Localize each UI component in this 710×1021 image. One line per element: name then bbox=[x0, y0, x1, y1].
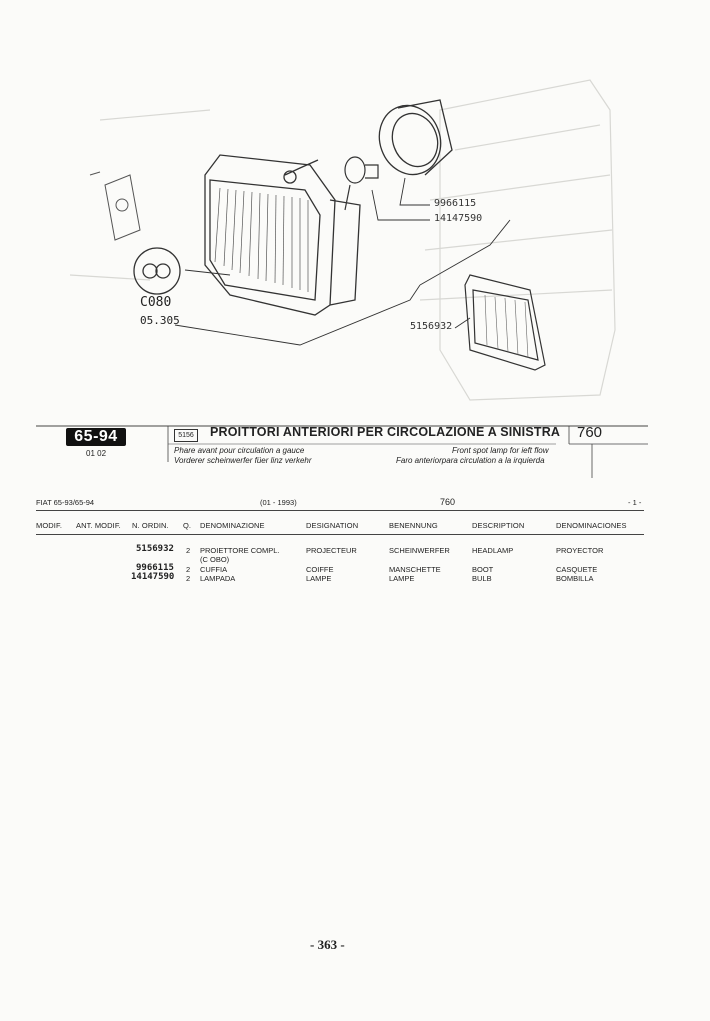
row-en: HEADLAMP bbox=[472, 546, 514, 555]
exploded-diagram bbox=[0, 0, 710, 410]
header-rule bbox=[36, 534, 644, 535]
desc-french: Phare avant pour circulation a gauce bbox=[174, 446, 305, 455]
row-qty: 2 bbox=[186, 546, 191, 555]
callout-bulb: 14147590 bbox=[434, 213, 483, 224]
row-de: SCHEINWERFER bbox=[389, 546, 450, 555]
meta-group: 760 bbox=[440, 497, 456, 507]
header-date: 01 02 bbox=[86, 449, 107, 458]
row-en: BOOT bbox=[472, 565, 494, 574]
small-headlamp-drawing bbox=[465, 275, 545, 370]
bracket-drawing bbox=[90, 172, 140, 240]
col-description: DESCRIPTION bbox=[472, 521, 525, 530]
row-de: MANSCHETTE bbox=[389, 565, 441, 574]
desc-german: Vorderer scheinwerfer füer linz verkehr bbox=[174, 456, 312, 465]
page-number: - 363 - bbox=[310, 937, 345, 952]
meta-range: (01 - 1993) bbox=[260, 498, 297, 507]
row-qty: 2 bbox=[186, 574, 191, 583]
tractor-ghost-outline bbox=[70, 80, 615, 400]
callout-logo-code: C080 bbox=[140, 295, 172, 310]
col-designation: DESIGNATION bbox=[306, 521, 359, 530]
meta-rule bbox=[36, 510, 644, 511]
group-number: 760 bbox=[577, 424, 603, 441]
bulb-drawing bbox=[345, 157, 378, 210]
desc-spanish: Faro anteriorpara circulation a la irquierda bbox=[396, 456, 545, 465]
col-denominaciones: DENOMINACIONES bbox=[556, 521, 627, 530]
row-en: BULB bbox=[472, 574, 492, 583]
row-part-number: 5156932 bbox=[136, 544, 174, 554]
row-part-number: 9966115 bbox=[136, 563, 174, 573]
callout-logo-ref: 05.305 bbox=[140, 314, 180, 327]
col-n-ordin: N. ORDIN. bbox=[132, 521, 169, 530]
col-denominazione: DENOMINAZIONE bbox=[200, 521, 265, 530]
meta-model: FIAT 65-93/65-94 bbox=[36, 498, 95, 507]
row-es: CASQUETE bbox=[556, 565, 598, 574]
model-badge: 65-94 bbox=[66, 428, 126, 446]
col-modif: MODIF. bbox=[36, 521, 63, 530]
callout-headlamp: 5156932 bbox=[410, 321, 453, 332]
header-code: 5156 bbox=[174, 429, 198, 442]
row-fr: LAMPE bbox=[306, 574, 332, 583]
row-fr: PROJECTEUR bbox=[306, 546, 357, 555]
page-title: PROITTORI ANTERIORI PER CIRCOLAZIONE A SINISTRA bbox=[210, 425, 561, 439]
col-benennung: BENENNUNG bbox=[389, 521, 438, 530]
row-es: BOMBILLA bbox=[556, 574, 594, 583]
row-it: PROIETTORE COMPL.(C OBO) bbox=[200, 546, 280, 564]
row-qty: 2 bbox=[186, 565, 191, 574]
row-es: PROYECTOR bbox=[556, 546, 604, 555]
row-it: CUFFIA bbox=[200, 565, 228, 574]
headlamp-drawing bbox=[205, 155, 360, 315]
col-ant-modif: ANT. MODIF. bbox=[76, 521, 121, 530]
row-it: LAMPADA bbox=[200, 574, 236, 583]
meta-page: - 1 - bbox=[628, 498, 642, 507]
row-de: LAMPE bbox=[389, 574, 415, 583]
row-fr: COIFFE bbox=[306, 565, 334, 574]
row-part-number: 14147590 bbox=[131, 572, 175, 582]
col-qty: Q. bbox=[183, 521, 192, 530]
callout-boot: 9966115 bbox=[434, 198, 477, 209]
c080-logo bbox=[134, 248, 180, 294]
desc-english: Front spot lamp for ieft flow bbox=[452, 446, 549, 455]
